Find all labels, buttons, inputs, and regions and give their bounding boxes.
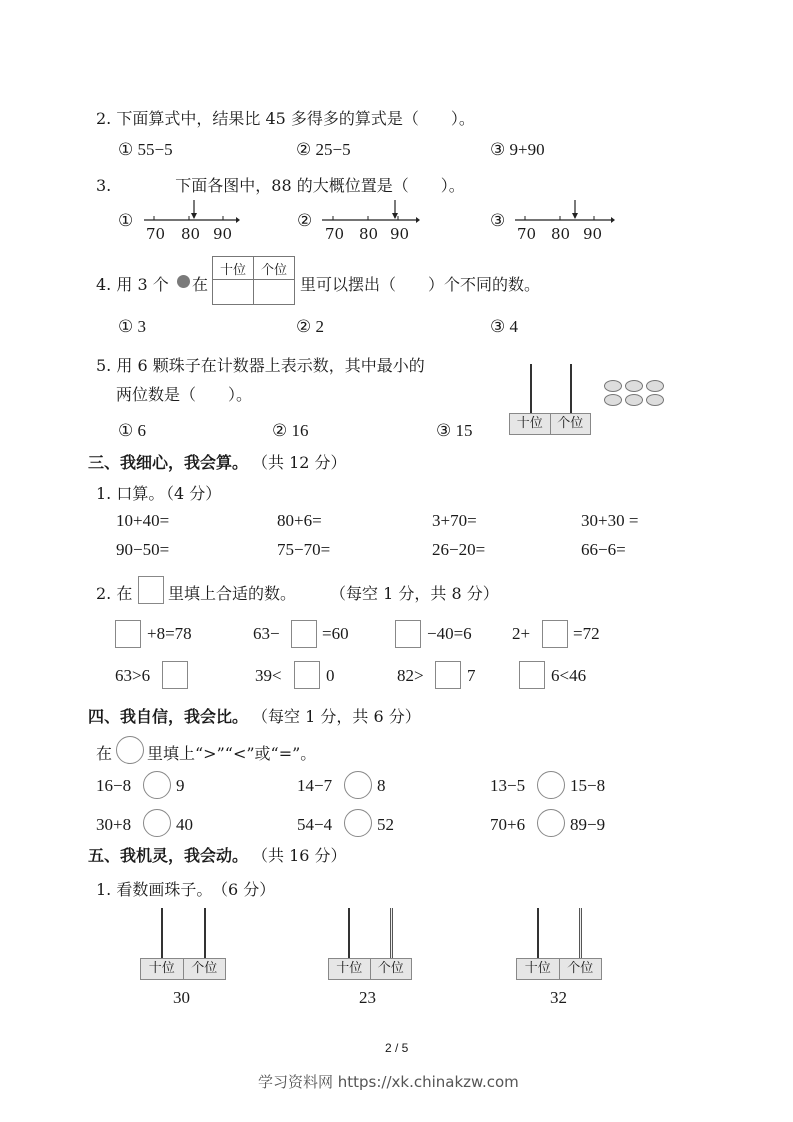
- abacus-label-tens: 十位: [517, 959, 560, 979]
- s4-instruction-b: 里填上“>”“<”或“=”。: [147, 744, 317, 763]
- q4-cell-ones: [254, 280, 295, 305]
- section-5-score: （共 16 分）: [252, 846, 347, 865]
- answer-box[interactable]: [435, 661, 461, 689]
- answer-box[interactable]: [162, 661, 188, 689]
- q5-option-1: ① 6: [118, 421, 146, 440]
- oral-calc-item: 90−50=: [116, 540, 170, 559]
- oral-calc-item: 10+40=: [116, 511, 170, 530]
- fill-expr-post: =60: [322, 624, 349, 643]
- abacus-label-ones: 个位: [557, 416, 584, 431]
- abacus-label-tens: 十位: [329, 959, 371, 979]
- q3-line1-tick-90: 90: [213, 225, 233, 243]
- compare-left: 54−4: [297, 815, 333, 834]
- s3-part2-title-a: 2. 在: [96, 584, 133, 603]
- page-number: 2 / 5: [385, 1041, 409, 1055]
- bead-icon: [604, 380, 622, 392]
- abacus-rod-tens: [537, 908, 539, 958]
- answer-box[interactable]: [115, 620, 141, 648]
- fill-expr-pre: 39<: [255, 666, 282, 685]
- answer-box[interactable]: [519, 661, 545, 689]
- oral-calc-item: 66−6=: [581, 540, 626, 559]
- section-3-title: 三、我细心，我会算。: [88, 453, 249, 472]
- compare-right: 9: [176, 776, 185, 795]
- q3-line1-tick-70: 70: [146, 225, 166, 243]
- fill-expr-pre: 82>: [397, 666, 424, 685]
- fill-expr-post: =72: [573, 624, 600, 643]
- q4-suffix: 里可以摆出（ ）个不同的数。: [300, 275, 541, 294]
- compare-right: 15−8: [570, 776, 606, 795]
- s3-part1-title: 1. 口算。: [96, 484, 165, 503]
- abacus-value: 32: [550, 988, 567, 1007]
- fill-expr-pre: 63>6: [115, 666, 151, 685]
- s3-part2-score: （每空 1 分，共 8 分）: [330, 584, 499, 603]
- q2-option-2: ② 25−5: [296, 140, 351, 159]
- compare-right: 8: [377, 776, 386, 795]
- compare-circle[interactable]: [344, 809, 372, 837]
- q5-option-2: ② 16: [272, 421, 309, 440]
- compare-left: 70+6: [490, 815, 526, 834]
- abacus-rod-ones: [390, 908, 393, 958]
- q4-option-1: ① 3: [118, 317, 146, 336]
- sample-answer-box: [138, 576, 164, 604]
- abacus-label-tens: 十位: [510, 414, 551, 434]
- q2-stem: 2. 下面算式中，结果比 45 多得多的算式是（ ）。: [96, 109, 475, 128]
- abacus-rod-tens: [530, 364, 532, 414]
- s3-part2-title-b: 里填上合适的数。: [168, 584, 297, 603]
- q2-option-1: ① 55−5: [118, 140, 173, 159]
- abacus-base: [328, 958, 412, 980]
- q5-abacus-base: [509, 413, 591, 435]
- section-4-score: （每空 1 分，共 6 分）: [252, 707, 421, 726]
- fill-expr-post: 6<46: [551, 666, 587, 685]
- abacus-rod-ones: [204, 908, 206, 958]
- q3-line3-tick-90: 90: [583, 225, 603, 243]
- q3-line3-tick-80: 80: [551, 225, 571, 243]
- answer-box[interactable]: [291, 620, 317, 648]
- bead-icon: [646, 394, 664, 406]
- q3-marker-2: ②: [297, 211, 313, 230]
- oral-calc-item: 80+6=: [277, 511, 322, 530]
- q3-line3-tick-70: 70: [517, 225, 537, 243]
- q4-place-value-table: [212, 256, 295, 305]
- section-3-score: （共 12 分）: [252, 453, 347, 472]
- abacus-rod-tens: [348, 908, 350, 958]
- q4-option-3: ③ 4: [490, 317, 518, 336]
- q3-stem: 3. 下面各图中，88 的大概位置是（ ）。: [96, 176, 465, 195]
- q3-line1-tick-80: 80: [181, 225, 201, 243]
- compare-left: 13−5: [490, 776, 526, 795]
- abacus-rod-tens: [161, 908, 163, 958]
- section-5-title: 五、我机灵，我会动。: [88, 846, 249, 865]
- compare-circle[interactable]: [344, 771, 372, 799]
- q4-header-tens: 十位: [213, 257, 254, 280]
- bead-icon: [177, 275, 190, 288]
- fill-expr-pre: 63−: [253, 624, 280, 643]
- q5-line2: 两位数是（ ）。: [116, 385, 253, 404]
- footer-source: 学习资料网 https://xk.chinakzw.com: [258, 1073, 519, 1091]
- oral-calc-item: 26−20=: [432, 540, 486, 559]
- abacus-base: [140, 958, 226, 980]
- compare-right: 40: [176, 815, 193, 834]
- compare-right: 89−9: [570, 815, 606, 834]
- q3-line2-tick-80: 80: [359, 225, 379, 243]
- fill-expr-pre: 2+: [512, 624, 531, 643]
- s5-part1-score: （6 分）: [212, 880, 276, 899]
- compare-circle[interactable]: [537, 771, 565, 799]
- s4-instruction-a: 在: [96, 744, 113, 763]
- oral-calc-item: 3+70=: [432, 511, 477, 530]
- q4-prefix: 4. 用 3 个: [96, 275, 169, 294]
- compare-circle[interactable]: [143, 809, 171, 837]
- q3-marker-3: ③: [490, 211, 506, 230]
- compare-left: 16−8: [96, 776, 132, 795]
- q3-marker-1: ①: [118, 211, 134, 230]
- sample-compare-circle: [116, 736, 144, 764]
- abacus-value: 30: [173, 988, 190, 1007]
- compare-circle[interactable]: [143, 771, 171, 799]
- abacus-rod-ones: [570, 364, 572, 414]
- s5-part1-title: 1. 看数画珠子。: [96, 880, 213, 899]
- q5-option-3: ③ 15: [436, 421, 473, 440]
- bead-icon: [646, 380, 664, 392]
- q4-option-2: ② 2: [296, 317, 324, 336]
- fill-expr-post: +8=78: [147, 624, 192, 643]
- compare-left: 14−7: [297, 776, 333, 795]
- abacus-label-ones: 个位: [377, 961, 404, 976]
- oral-calc-item: 75−70=: [277, 540, 331, 559]
- abacus-label-ones: 个位: [567, 961, 594, 976]
- abacus-label-ones: 个位: [191, 961, 218, 976]
- q4-cell-tens: [213, 280, 254, 305]
- bead-icon: [625, 394, 643, 406]
- fill-expr-post: −40=6: [427, 624, 472, 643]
- bead-icon: [625, 380, 643, 392]
- abacus-base: [516, 958, 602, 980]
- bead-icon: [604, 394, 622, 406]
- answer-box[interactable]: [542, 620, 568, 648]
- abacus-label-tens: 十位: [141, 959, 184, 979]
- q4-mid: 在: [192, 275, 209, 294]
- compare-right: 52: [377, 815, 394, 834]
- q5-line1: 5. 用 6 颗珠子在计数器上表示数，其中最小的: [96, 356, 425, 375]
- answer-box[interactable]: [294, 661, 320, 689]
- fill-expr-post: 7: [467, 666, 476, 685]
- abacus-rod-ones: [579, 908, 582, 958]
- q3-line2-tick-70: 70: [325, 225, 345, 243]
- q2-option-3: ③ 9+90: [490, 140, 545, 159]
- oral-calc-item: 30+30 =: [581, 511, 639, 530]
- answer-box[interactable]: [395, 620, 421, 648]
- q3-line2-tick-90: 90: [390, 225, 410, 243]
- compare-left: 30+8: [96, 815, 132, 834]
- section-4-title: 四、我自信，我会比。: [88, 707, 249, 726]
- compare-circle[interactable]: [537, 809, 565, 837]
- fill-expr-post: 0: [326, 666, 335, 685]
- abacus-value: 23: [359, 988, 376, 1007]
- q4-header-ones: 个位: [254, 257, 295, 280]
- s3-part1-score: （4 分）: [158, 484, 222, 503]
